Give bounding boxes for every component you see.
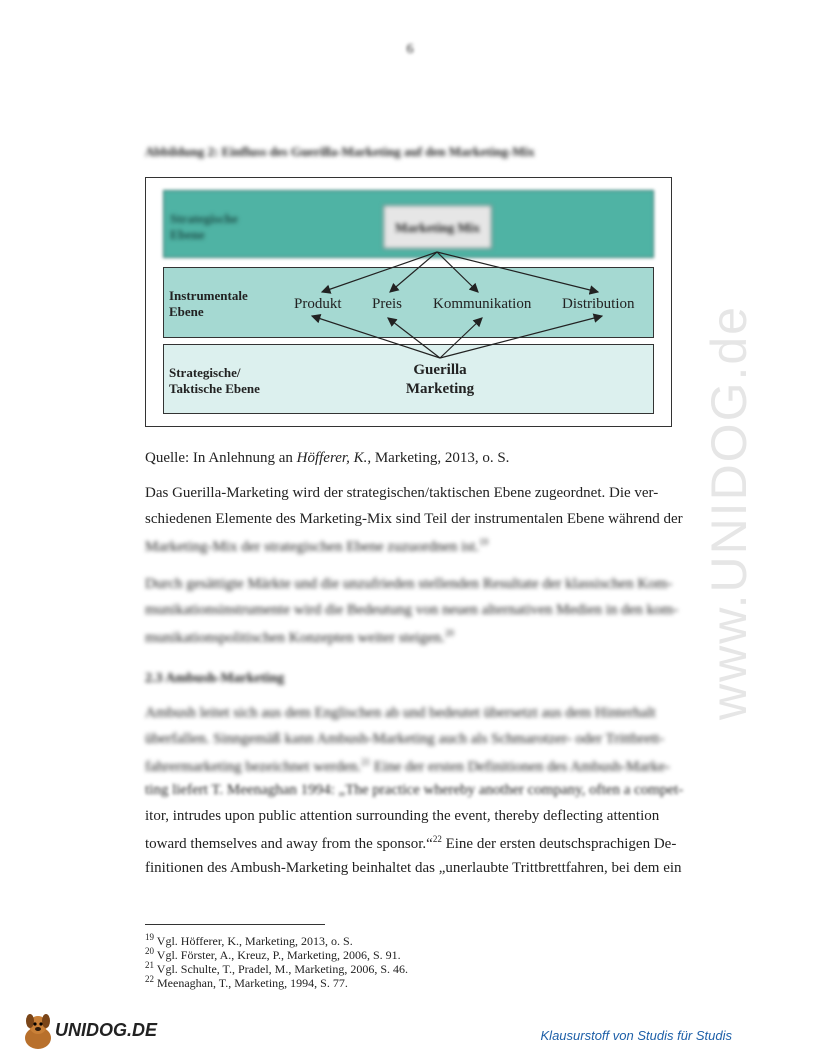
page-number: 6	[406, 42, 414, 57]
instrument-kommunikation: Kommunikation	[433, 296, 532, 312]
strategic-layer-label: Strategische Ebene	[170, 211, 238, 242]
dog-mascot-icon	[20, 1012, 56, 1052]
para2-line2: munikationsinstrumente wird die Bedeutung von neuen alternativen Medien in den kom-	[145, 602, 679, 618]
para1-line1: Das Guerilla-Marketing wird der strategischen/taktischen Ebene zugeordnet. Die ver-	[145, 485, 659, 501]
watermark: www.UNIDOG.de	[701, 305, 757, 720]
arrow-guerilla-preis	[388, 318, 440, 358]
para3-line2: überfallen. Sinngemäß kann Ambush-Marketing auch als Schmarotzer- oder Trittbrett-	[145, 731, 665, 747]
footnote-rule	[145, 924, 325, 925]
footnote-19: $^{19}$ Vgl. Höfferer, K., Marketing, 2013, o. S.	[145, 932, 353, 948]
instrument-produkt: Produkt	[294, 296, 342, 312]
para3-line1: Ambush leitet sich aus dem Englischen ab und bedeutet übersetzt aus dem Hinterhalt	[145, 705, 656, 721]
instrumental-layer-label: Instrumentale Ebene	[169, 288, 248, 319]
para3-line5: itor, intrudes upon public attention surrounding the event, thereby deflecting attention	[145, 808, 660, 824]
para1-line2: schiedenen Elemente des Marketing-Mix sind Teil der instrumentalen Ebene während der	[145, 511, 683, 527]
guerilla-marketing-label: Guerilla Marketing	[405, 362, 475, 397]
arrow-guerilla-produkt	[312, 316, 440, 358]
arrow-mix-preis	[390, 252, 437, 292]
para3-line3: fahrermarketing bezeichnet werden.$^{21}$ Eine der ersten Definitionen des Ambush-Marke-	[145, 757, 671, 775]
para2-line3: munikationspolitischen Konzepten weiter steigen.$^{20}$	[145, 628, 454, 646]
para3-line6: toward themselves and away from the sponsor.“$^{22}$ Eine der ersten deutschsprachigen De-	[145, 834, 677, 852]
instrument-preis: Preis	[372, 296, 402, 312]
figure-caption: Abbildung 2: Einfluss des Guerilla-Marketing auf den Marketing-Mix	[145, 144, 535, 159]
tagline: Klausurstoff von Studis für Studis	[540, 1028, 732, 1043]
section-heading: 2.3 Ambush-Marketing	[145, 671, 285, 686]
footnote-22: $^{22}$ Meenaghan, T., Marketing, 1994, S. 77.	[145, 974, 348, 990]
figure-source: Quelle: In Anlehnung an Höfferer, K., Marketing, 2013, o. S.	[145, 450, 510, 466]
arrow-mix-distribution	[437, 252, 598, 292]
unidog-logo: UNIDOG.DE	[55, 1020, 158, 1040]
instrument-distribution: Distribution	[562, 296, 635, 312]
footnote-21: $^{21}$ Vgl. Schulte, T., Pradel, M., Marketing, 2006, S. 46.	[145, 960, 408, 976]
arrow-mix-produkt	[322, 252, 437, 292]
arrow-guerilla-distribution	[440, 316, 602, 358]
para2-line1: Durch gesättigte Märkte und die unzufrieden stellenden Resultate der klassischen Kom-	[145, 576, 673, 592]
tactical-layer-label: Strategische/ Taktische Ebene	[169, 365, 260, 396]
para3-line4: ting liefert T. Meenaghan 1994: „The practice whereby another company, often a compet-	[145, 782, 684, 798]
para1-line3: Marketing-Mix der strategischen Ebene zuzuordnen ist.$^{19}$	[145, 537, 489, 555]
marketing-mix-box: Marketing Mix	[383, 205, 492, 249]
arrow-mix-kommunikation	[437, 252, 478, 292]
para3-line7: finitionen des Ambush-Marketing beinhaltet das „unerlaubte Trittbrettfahren, bei dem ein	[145, 860, 682, 876]
footnote-20: $^{20}$ Vgl. Förster, A., Kreuz, P., Marketing, 2006, S. 91.	[145, 946, 401, 962]
